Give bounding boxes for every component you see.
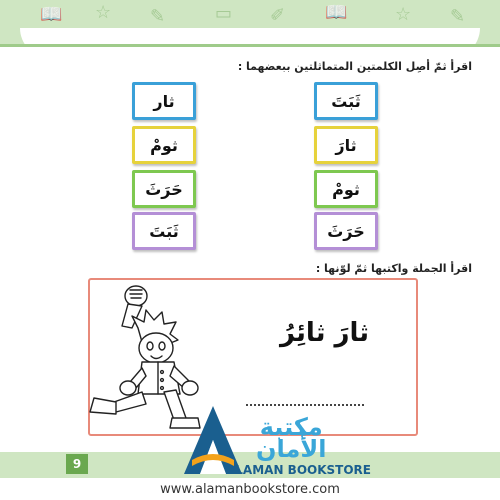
copy-instruction: اقرأ الجملة واكتبها ثمّ لوّنها :: [315, 262, 472, 275]
header-band: [0, 0, 500, 47]
match-instruction: اقرأ ثمّ أصِل الكلمتين المتماثلتين ببعضهما :: [237, 60, 472, 73]
left-word-card-1[interactable]: ثار: [132, 82, 196, 120]
header-curve: [20, 28, 480, 47]
store-name-arabic: [256, 413, 327, 463]
right-word-card-3[interactable]: ثومْ: [314, 170, 378, 208]
star-doodle-icon: ☆: [95, 2, 112, 23]
writing-line[interactable]: [246, 396, 364, 406]
store-name-line-1: مكتبة: [259, 413, 323, 441]
left-word-card-2[interactable]: ثومْ: [132, 126, 196, 164]
right-word-card-4[interactable]: حَرَثَ: [314, 212, 378, 250]
pencil-doodle-icon: ✎: [450, 6, 466, 27]
star-doodle-icon: ☆: [395, 4, 412, 25]
left-word-card-4[interactable]: ثَبَتَ: [132, 212, 196, 250]
left-word-card-3[interactable]: حَرَثَ: [132, 170, 196, 208]
right-word-card-2[interactable]: ثارَ: [314, 126, 378, 164]
book-doodle-icon: 📖: [40, 4, 63, 25]
right-word-card-1[interactable]: ثَبَتَ: [314, 82, 378, 120]
book-doodle-icon: ▭: [215, 3, 233, 24]
sentence-text: ثارَ ثائِرُ: [280, 318, 370, 348]
store-url[interactable]: www.alamanbookstore.com: [0, 482, 500, 497]
pencil-doodle-icon: ✐: [270, 5, 286, 26]
store-name-english: ALAMAN BOOKSTORE: [226, 463, 371, 477]
pencil-doodle-icon: ✎: [150, 6, 166, 27]
page-number: 9: [66, 454, 88, 474]
book-doodle-icon: 📖: [325, 2, 348, 23]
store-name-line-2: الأمان: [256, 435, 327, 463]
